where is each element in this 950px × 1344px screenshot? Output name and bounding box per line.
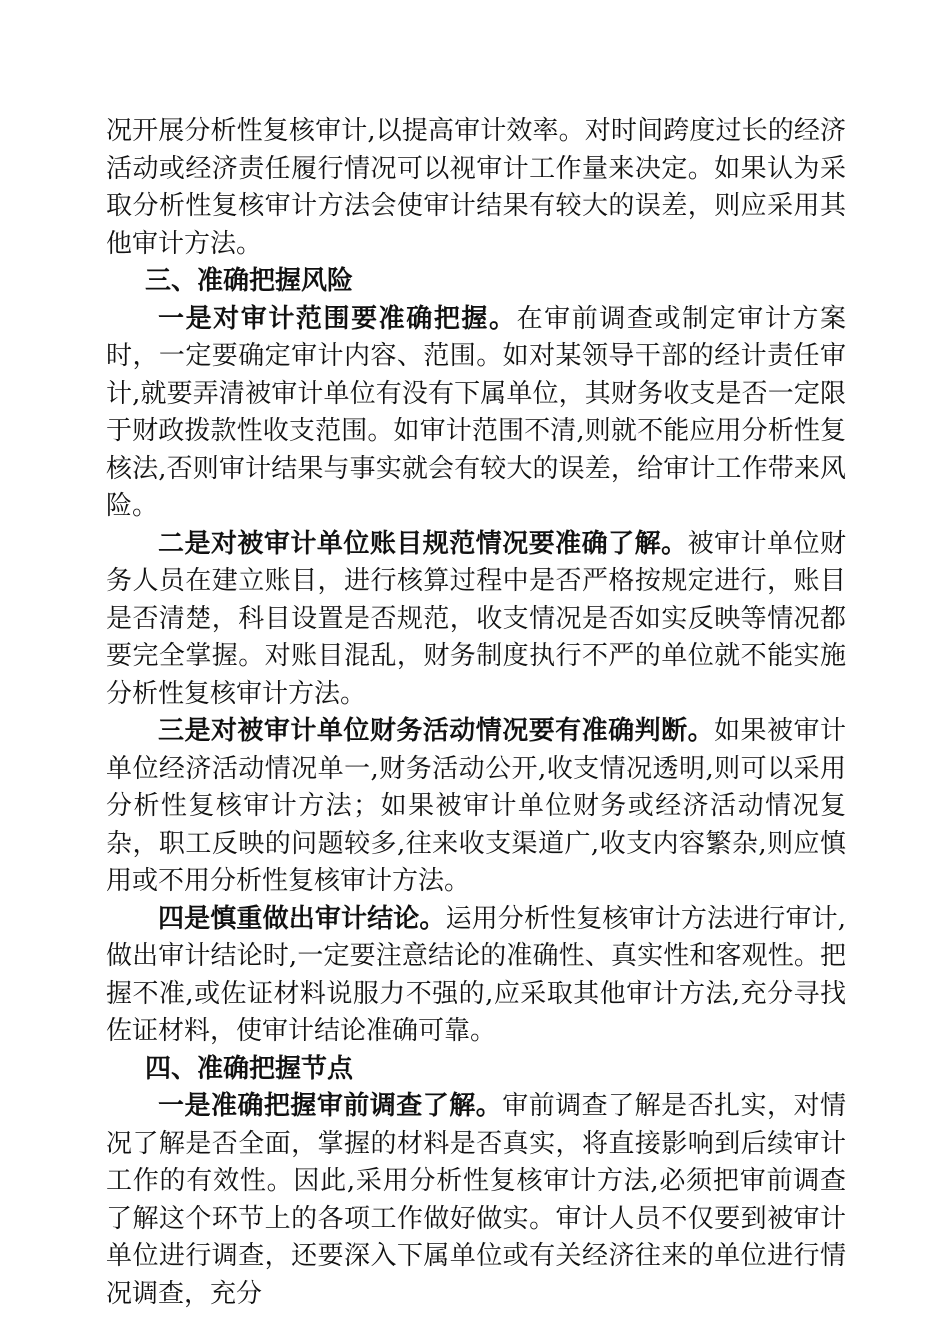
heading-text: 四、准确把握节点 [145, 1053, 354, 1084]
paragraph-text: 况开展分析性复核审计,以提高审计效率。对时间跨度过长的经济活动或经济责任履行情况可以视审计工作量来决定。如果认为采取分析性复核审计方法会使审计结果有较大的误差，则应采用其他审计方法。 [106, 116, 846, 259]
heading-text: 三、准确把握风险 [145, 266, 354, 296]
section-heading-4 [106, 1051, 846, 1089]
paragraph-lead: 一是准确把握审前调查了解。 [158, 1091, 503, 1121]
paragraph-text: 运用分析性复核审计方法进行审计,做出审计结论时,一定要注意结论的准确性、真实性和客观性。把握不准,或佐证材料说服力不强的,应采取其他审计方法,充分寻找佐证材料，使审计结论准确可靠。 [106, 903, 846, 1046]
paragraph-2 [106, 301, 846, 526]
paragraph-4 [106, 713, 846, 901]
paragraph-5 [106, 901, 846, 1051]
paragraph-3 [106, 526, 846, 714]
document-page [106, 113, 846, 1313]
paragraph-text: 在审前调查或制定审计方案时，一定要确定审计内容、范围。如对某领导干部的经计责任审计,就要弄清被审计单位有没有下属单位，其财务收支是否一定限于财政拨款性收支范围。如审计范围不清,则就不能应用分析性复核法,否则审计结果与事实就会有较大的误差，给审计工作带来风险。 [106, 303, 846, 521]
section-heading-3 [106, 263, 846, 301]
paragraph-lead: 四是慎重做出审计结论。 [158, 903, 446, 934]
paragraph-1 [106, 113, 846, 263]
paragraph-text: 审前调查了解是否扎实，对情况了解是否全面，掌握的材料是否真实，将直接影响到后续审计工作的有效性。因此,采用分析性复核审计方法,必须把审前调查了解这个环节上的各项工作做好做实。审计人员不仅要到被审计单位进行调查，还要深入下属单位或有关经济往来的单位进行情况调查，充分 [106, 1091, 846, 1309]
paragraph-6 [106, 1088, 846, 1313]
paragraph-text: 如果被审计单位经济活动情况单一,财务活动公开,收支情况透明,则可以采用分析性复核审计方法；如果被审计单位财务或经济活动情况复杂，职工反映的问题较多,往来收支渠道广,收支内容繁杂,则应慎用或不用分析性复核审计方法。 [106, 716, 846, 896]
paragraph-lead: 三是对被审计单位财务活动情况要有准确判断。 [158, 716, 715, 746]
paragraph-lead: 二是对被审计单位账目规范情况要准确了解。 [158, 528, 688, 559]
paragraph-text: 被审计单位财务人员在建立账目，进行核算过程中是否严格按规定进行，账目是否清楚，科目设置是否规范，收支情况是否如实反映等情况都要完全掌握。对账目混乱，财务制度执行不严的单位就不能实施分析性复核审计方法。 [106, 528, 846, 709]
paragraph-lead: 一是对审计范围要准确把握。 [158, 303, 517, 334]
